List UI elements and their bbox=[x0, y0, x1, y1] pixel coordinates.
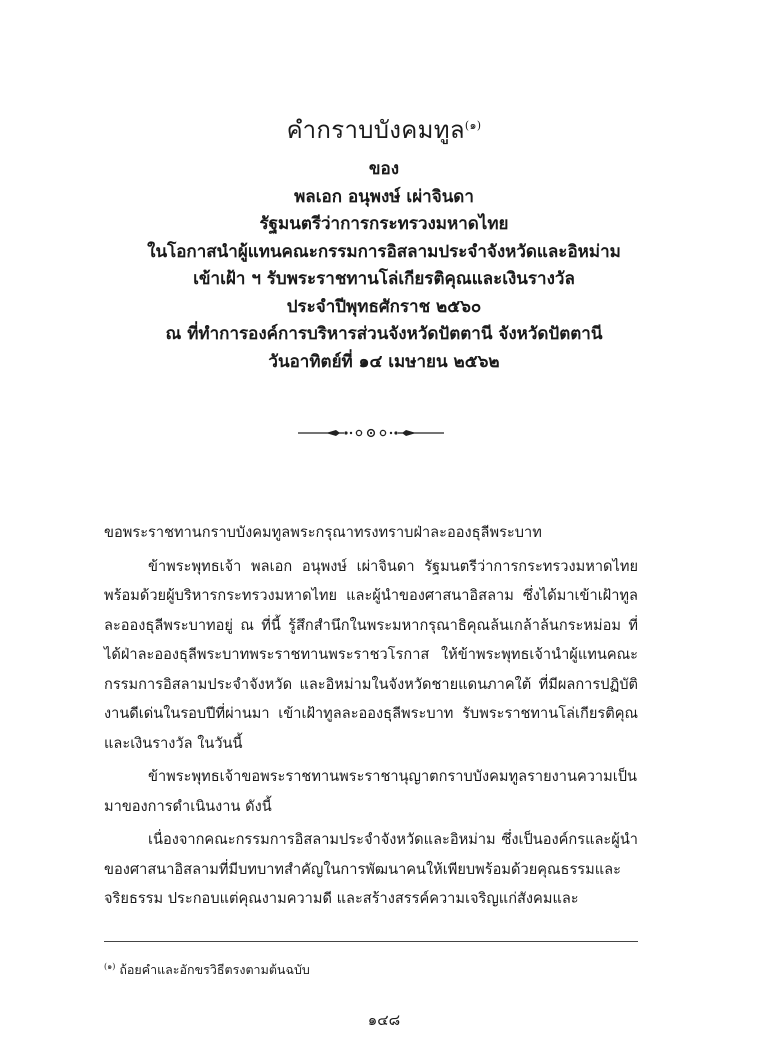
subtitle-line: ของ bbox=[368, 159, 400, 179]
subtitle-line: ในโอกาสนำผู้แทนคณะกรรมการอิสลามประจำจังหวัดและอิหม่าม bbox=[147, 241, 621, 262]
footnote-text: ถ้อยคำและอักขรวิธีตรงตามต้นฉบับ bbox=[119, 962, 310, 978]
subtitle-block bbox=[0, 156, 768, 376]
title-text: คำกราบบังคมทูล bbox=[286, 116, 465, 145]
footnote-divider bbox=[104, 941, 638, 942]
page-number: ๑๔๘ bbox=[367, 1011, 401, 1029]
body-paragraph: ข้าพระพุทธเจ้าขอพระราชทานพระราชานุญาตกราบบังคมทูลรายงานความเป็นมาของการดำเนินงาน ดังนี้ bbox=[104, 768, 637, 815]
body-paragraph: ข้าพระพุทธเจ้า พลเอก อนุพงษ์ เผ่าจินดา รัฐมนตรีว่าการกระทรวงมหาดไทย พร้อมด้วยผู้บริหารกระทรวงมหาดไทย และผู้นำของศาสนาอิสลาม ซึ่งได้มาเข้าเฝ้าทูลละอองธุลีพระบาทอยู่ ณ ที่นี้ รู้สึกสำนึกในพระมหากรุณาธิคุณล้นเกล้าล้นกระหม่อม ที่ได้ฝ่าละอองธุลีพระบาทพระราชทานพระราชวโรกาส ให้ข้าพระพุทธเจ้านำผู้แทนคณะกรรมการอิสลามประจำจังหวัด และอิหม่ามในจังหวัดชายแดนภาคใต้ ที่มีผลการปฏิบัติงานดีเด่นในรอบปีที่ผ่านมา เข้าเฝ้าทูลละอองธุลีพระบาท รับพระราชทานโล่เกียรติคุณและเงินรางวัล ในวันนี้ bbox=[104, 557, 638, 752]
body-text bbox=[104, 518, 638, 914]
ornament-divider bbox=[296, 424, 446, 442]
subtitle-line: เข้าเฝ้า ฯ รับพระราชทานโล่เกียรติคุณและเงินรางวัล bbox=[193, 269, 575, 289]
footnote bbox=[104, 960, 310, 980]
subtitle-line: พลเอก อนุพงษ์ เผ่าจินดา bbox=[294, 186, 474, 207]
body-paragraph: เนื่องจากคณะกรรมการอิสลามประจำจังหวัดและอิหม่าม ซึ่งเป็นองค์กรและผู้นำของศาสนาอิสลามที่มีบทบาทสำคัญในการพัฒนาคนให้เพียบพร้อมด้วยคุณธรรมและจริยธรรม ประกอบแต่คุณงามความดี และสร้างสรรค์ความเจริญแก่สังคมและ bbox=[104, 831, 638, 907]
document-title bbox=[0, 110, 768, 149]
footnote-marker: (๑) bbox=[104, 962, 116, 971]
subtitle-line: ประจำปีพุทธศักราช ๒๕๖๐ bbox=[286, 296, 482, 317]
title-footnote-marker: (๑) bbox=[464, 119, 482, 133]
subtitle-line: วันอาทิตย์ที่ ๑๔ เมษายน ๒๕๖๒ bbox=[268, 351, 500, 372]
subtitle-line: รัฐมนตรีว่าการกระทรวงมหาดไทย bbox=[259, 214, 509, 234]
opening-salutation: ขอพระราชทานกราบบังคมทูลพระกรุณาทรงทราบฝ่าละอองธุลีพระบาท bbox=[104, 524, 542, 541]
subtitle-line: ณ ที่ทำการองค์การบริหารส่วนจังหวัดปัตตานี จังหวัดปัตตานี bbox=[165, 324, 603, 344]
